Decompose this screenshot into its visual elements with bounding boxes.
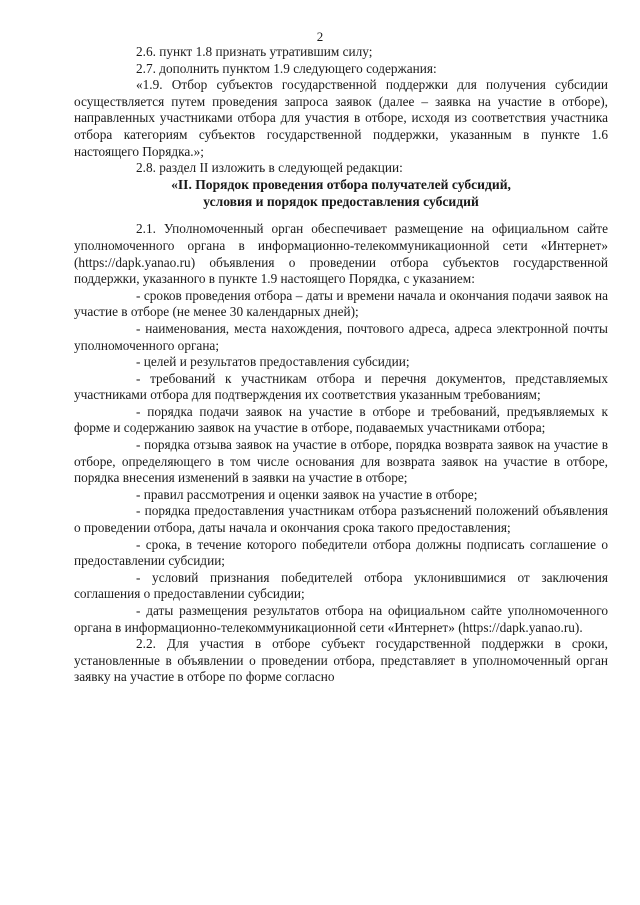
list-item-publication: - даты размещения результатов отбора на официальном сайте уполномоченного органа в информационно-телекоммуникационной сети «Интернет» (https://dapk.yanao.ru).	[74, 603, 608, 635]
item-2-6: 2.6. пункт 1.8 признать утратившим силу;	[136, 44, 373, 59]
spacer	[74, 210, 608, 221]
list-item-evasion: - условий признания победителей отбора уклонившимися от заключения соглашения о предоставлении субсидии;	[74, 569, 608, 602]
item-1-9: «1.9. Отбор субъектов государственной поддержки для получения субсидии осуществляется путем проведения запроса заявок (далее – заявка на участие в отборе), направленных участниками отбора для участия в отборе, исходя из соответствия участника отбора категориям субъектов государственной поддержки, указанным в пункте 1.6 настоящего Порядка.»;	[74, 77, 608, 159]
section-heading-line-1: «II. Порядок проведения отбора получателей субсидий,	[171, 176, 511, 192]
list-item-goals: - целей и результатов предоставления субсидии;	[136, 354, 410, 370]
list-item-evaluation: - правил рассмотрения и оценки заявок на участие в отборе;	[136, 486, 478, 502]
page-number: 2	[316, 29, 324, 44]
item-2-8: 2.8. раздел II изложить в следующей редакции:	[136, 160, 403, 176]
list-item-withdrawal: - порядка отзыва заявок на участие в отборе, порядка возврата заявок на участие в отборе, определяющего в том числе основания для возврата заявок на участие в отборе, порядка внесения изменений в заявки на участие в отборе;	[74, 437, 608, 486]
document-body	[74, 44, 608, 686]
item-2-2: 2.2. Для участия в отборе субъект государственной поддержки в сроки, установленные в объявлении о проведении отбора, представляет в уполномоченный орган заявку на участие в отборе по форме согласно	[74, 636, 608, 685]
list-item-contacts: - наименования, места нахождения, почтового адреса, адреса электронной почты уполномоченного органа;	[74, 320, 608, 353]
section-heading-line-2: условия и порядок предоставления субсидий	[203, 193, 479, 209]
item-2-1: 2.1. Уполномоченный орган обеспечивает размещение на официальном сайте уполномоченного органа в информационно-телекоммуникационной сети «Интернет» (https://dapk.yanao.ru) объявления о проведении отбора субъектов государственной поддержки, указанного в пункте 1.9 настоящего Порядка, с указанием:	[74, 221, 608, 287]
list-item-requirements: - требований к участникам отбора и перечня документов, представляемых участниками отбора для подтверждения их соответствия указанным требованиям;	[74, 370, 608, 403]
list-item-signing-term: - срока, в течение которого победители отбора должны подписать соглашение о предоставлении субсидии;	[74, 536, 608, 569]
list-item-deadlines: - сроков проведения отбора – даты и времени начала и окончания подачи заявок на участие в отборе (не менее 30 календарных дней);	[74, 287, 608, 320]
list-item-submission: - порядка подачи заявок на участие в отборе и требований, предъявляемых к форме и содержанию заявок на участие в отборе, подаваемых участниками отбора;	[74, 403, 608, 436]
list-item-clarifications: - порядка предоставления участникам отбора разъяснений положений объявления о проведении отбора, даты начала и окончания срока такого предоставления;	[74, 503, 608, 536]
item-2-7: 2.7. дополнить пунктом 1.9 следующего содержания:	[136, 60, 437, 76]
